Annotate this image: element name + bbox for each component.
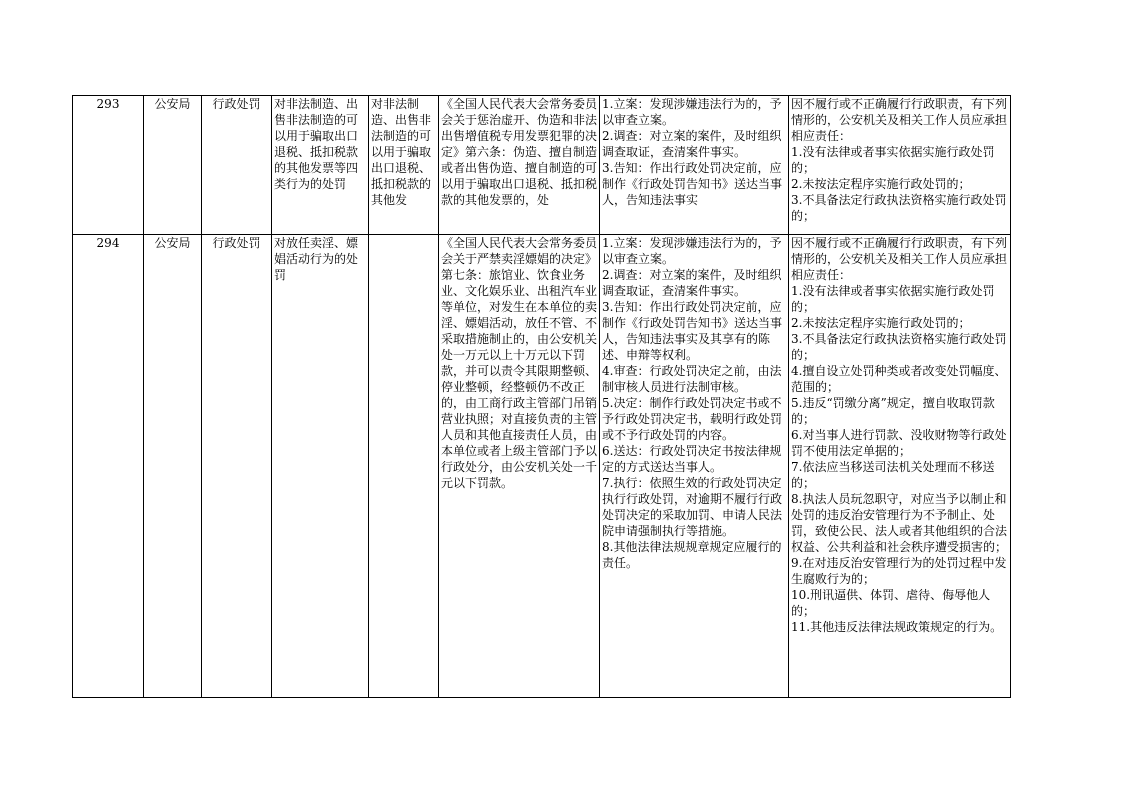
power-item: 对放任卖淫、嫖娼活动行为的处罚 xyxy=(272,235,369,698)
accountability-item: 10.刑讯逼供、体罚、虐待、侮辱他人的； xyxy=(791,588,991,618)
power-list-table xyxy=(72,95,1011,698)
duty-item: 2.调查：对立案的案件，及时组织调查取证，查清案件事实。 xyxy=(602,268,782,298)
duty-item: 2.调查：对立案的案件，及时组织调查取证，查清案件事实。 xyxy=(602,129,782,159)
duty-item: 7.执行：依照生效的行政处罚决定执行行政处罚，对逾期不履行行政处罚决定的采取加罚、申请人民法院申请强制执行等措施。 xyxy=(602,476,783,538)
accountability-item: 11.其他违反法律法规政策规定的行为。 xyxy=(791,620,1003,634)
accountability-item: 6.对当事人进行罚款、没收财物等行政处罚不使用法定单据的； xyxy=(791,428,1007,458)
accountability-item: 2.未按法定程序实施行政处罚的； xyxy=(791,177,971,191)
accountability-item: 3.不具备法定行政执法资格实施行政处罚的； xyxy=(791,193,1007,223)
accountability-item: 3.不具备法定行政执法资格实施行政处罚的； xyxy=(791,332,1007,362)
accountability-item: 4.擅自设立处罚种类或者改变处罚幅度、范围的； xyxy=(791,364,1007,394)
duty-item: 4.审查：行政处罚决定之前，由法制审核人员进行法制审核。 xyxy=(602,364,782,394)
duty-item: 3.告知：作出行政处罚决定前，应制作《行政处罚告知书》送达当事人，告知违法事实 xyxy=(602,161,783,207)
duty-item: 1.立案：发现涉嫌违法行为的，予以审查立案。 xyxy=(602,236,782,266)
sub-item-text: 对非法制造、出售非法制造的可以用于骗取出口退税、抵扣税款的其他发 xyxy=(371,97,432,207)
accountability-item: 因不履行或不正确履行行政职责，有下列情形的，公安机关及相关工作人员应承担相应责任： xyxy=(791,236,1008,282)
duty-item: 5.决定：制作行政处罚决定书或不予行政处罚决定书，载明行政处罚或不予行政处罚的内容。 xyxy=(602,396,783,442)
duty-item: 8.其他法律法规规章规定应履行的责任。 xyxy=(602,540,782,570)
table-row xyxy=(73,235,1011,698)
duty-item: 1.立案：发现涉嫌违法行为的，予以审查立案。 xyxy=(602,97,782,127)
table-row xyxy=(73,96,1011,235)
accountability-item: 1.没有法律或者事实依据实施行政处罚的； xyxy=(791,284,995,314)
duty-item: 3.告知：作出行政处罚决定前，应制作《行政处罚告知书》送达当事人，告知违法事实及其享有的陈述、申辩等权利。 xyxy=(602,300,783,362)
department: 公安局 xyxy=(144,96,202,235)
sub-item xyxy=(369,96,439,235)
accountability xyxy=(789,96,1011,235)
sub-item xyxy=(369,235,439,698)
power-item-text: 对非法制造、出售非法制造的可以用于骗取出口退税、抵扣税款的其他发票等四类行为的处罚 xyxy=(274,97,359,191)
legal-basis xyxy=(439,96,600,235)
duties xyxy=(600,96,789,235)
accountability-item: 7.依法应当移送司法机关处理而不移送的； xyxy=(791,460,995,490)
power-item xyxy=(272,96,369,235)
duties xyxy=(600,235,789,698)
power-type: 行政处罚 xyxy=(202,96,272,235)
accountability-item: 9.在对违反治安管理行为的处罚过程中发生腐败行为的； xyxy=(791,556,1007,586)
accountability-item: 2.未按法定程序实施行政处罚的； xyxy=(791,316,971,330)
accountability-item: 因不履行或不正确履行行政职责，有下列情形的，公安机关及相关工作人员应承担相应责任： xyxy=(791,97,1008,143)
duty-item: 6.送达：行政处罚决定书按法律规定的方式送达当事人。 xyxy=(602,444,782,474)
department: 公安局 xyxy=(144,235,202,698)
accountability-item: 5.违反“罚缴分离”规定，擅自收取罚款的； xyxy=(791,396,995,426)
legal-basis: 《全国人民代表大会常务委员会关于严禁卖淫嫖娼的决定》第七条：旅馆业、饮食业务业、文化娱乐业、出租汽车业等单位，对发生在本单位的卖淫、嫖娼活动，放任不管、不采取措施制止的，由公安机关处一万元以上十万元以下罚款，并可以责令其限期整顿、停业整顿，经整顿仍不改正的，由工商行政主管部门吊销营业执照；对直接负责的主管人员和其他直接责任人员，由本单位或者上级主管部门予以行政处分，由公安机关处一千元以下罚款。 xyxy=(439,235,600,698)
accountability-item: 8.执法人员玩忽职守，对应当予以制止和处罚的违反治安管理行为不予制止、处罚，致使公民、法人或者其他组织的合法权益、公共利益和社会秩序遭受损害的； xyxy=(791,492,1008,554)
accountability-item: 1.没有法律或者事实依据实施行政处罚的； xyxy=(791,145,995,175)
legal-basis-text: 《全国人民代表大会常务委员会关于惩治虚开、伪造和非法出售增值税专用发票犯罪的决定》第六条：伪造、擅自制造或者出售伪造、擅自制造的可以用于骗取出口退税、抵扣税款的其他发票的，处 xyxy=(441,97,597,207)
row-number: 294 xyxy=(73,235,144,698)
power-type: 行政处罚 xyxy=(202,235,272,698)
row-number: 293 xyxy=(73,96,144,235)
accountability xyxy=(789,235,1011,698)
